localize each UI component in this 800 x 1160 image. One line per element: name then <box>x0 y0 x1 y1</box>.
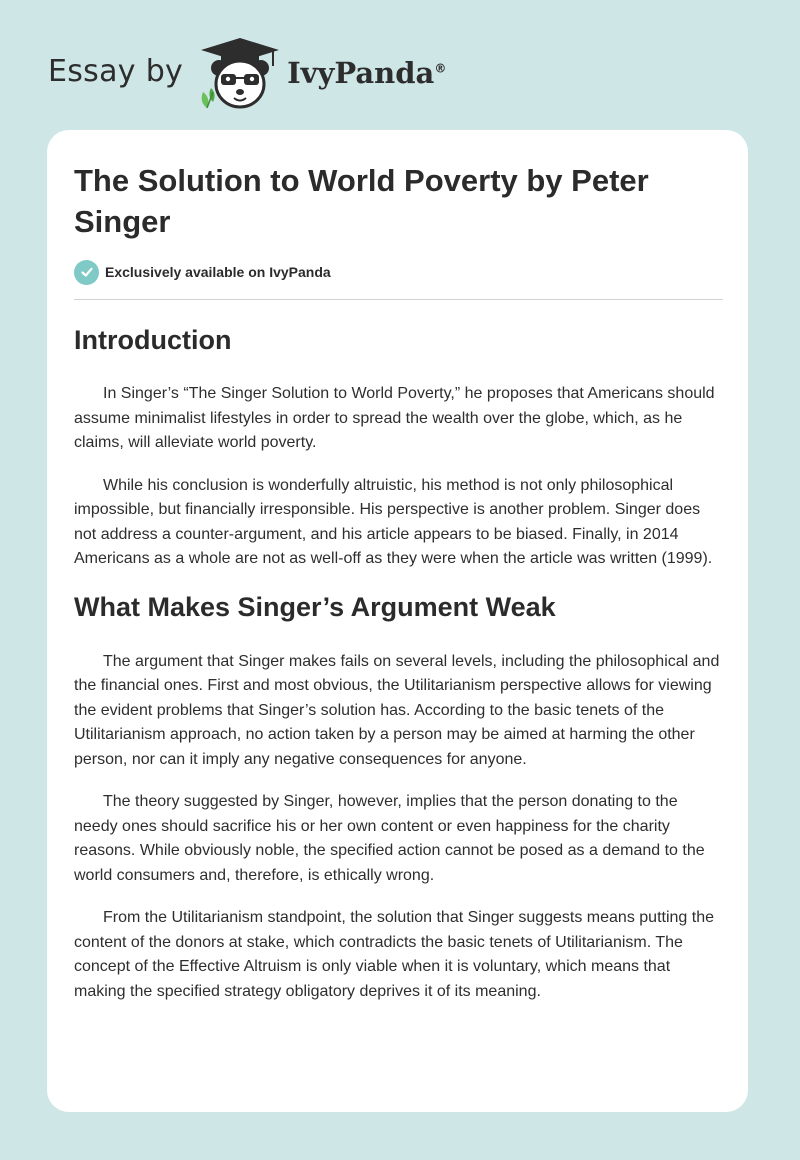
page-title: The Solution to World Poverty by Peter Singer <box>74 163 649 239</box>
section-heading-introduction: Introduction <box>74 325 232 355</box>
essay-by-label: Essay by <box>48 53 184 89</box>
panda-logo-icon[interactable] <box>197 36 283 112</box>
brand-text: IvyPanda <box>287 56 435 90</box>
exclusive-badge <box>74 258 723 286</box>
paragraph: In Singer’s “The Singer Solution to World Poverty,” he proposes that Americans should assume minimalist lifestyles in order to spread the wealth over the globe, which, as he claims, will alleviate world poverty. <box>74 385 715 451</box>
paragraph: The argument that Singer makes fails on several levels, including the philosophical and the financial ones. First and most obvious, the Utilitarianism perspective allows for viewing the evident problems that Singer’s solution has. According to the basic tenets of the Utilitarianism approach, no action taken by a person may be aimed at harming the other person, nor can it imply any negative consequences for anyone. <box>74 652 720 768</box>
essay-card <box>47 130 748 1112</box>
essay-content <box>74 160 723 1004</box>
exclusive-label: Exclusively available on IvyPanda <box>105 264 331 280</box>
registered-mark: ® <box>434 61 447 76</box>
paragraph: From the Utilitarianism standpoint, the solution that Singer suggests means putting the content of the donors at stake, which contradicts the basic tenets of Utilitarianism. The concept of the Effective Altruism is only viable when it is voluntary, which means that making the specified strategy obligatory deprives it of its meaning. <box>74 909 714 1000</box>
section-heading-argument-weak: What Makes Singer’s Argument Weak <box>74 591 556 622</box>
brand-name[interactable] <box>287 56 446 90</box>
site-header <box>48 34 446 114</box>
divider <box>74 299 723 300</box>
check-icon <box>74 260 99 285</box>
paragraph: The theory suggested by Singer, however, implies that the person donating to the needy ones should sacrifice his or her own content or even happiness for the charity reasons. While obviously noble, the specified action cannot be posed as a demand to the world consumers and, therefore, is ethically wrong. <box>74 793 705 884</box>
paragraph: While his conclusion is wonderfully altruistic, his method is not only philosophical impossible, but financially irresponsible. His perspective is another problem. Singer does not address a counter-argument, and his article appears to be biased. Finally, in 2014 Americans as a whole are not as well-off as they were when the article was written (1999). <box>74 476 713 567</box>
